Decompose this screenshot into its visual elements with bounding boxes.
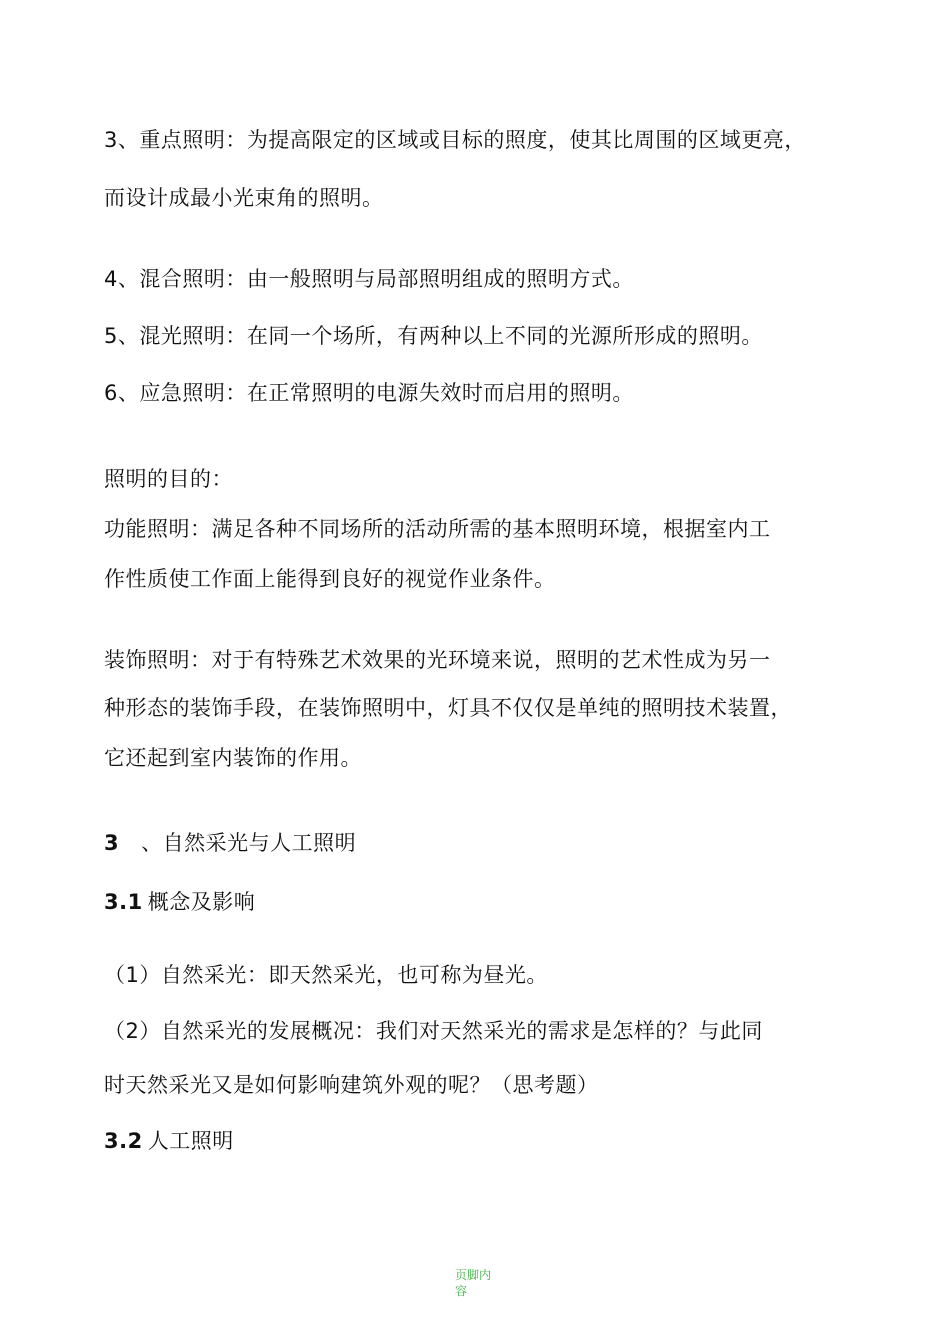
para-functional-lighting-line1: 功能照明：满足各种不同场所的活动所需的基本照明环境，根据室内工 (104, 517, 771, 541)
para-natural-lighting-development-line1: （2）自然采光的发展概况：我们对天然采光的需求是怎样的？与此同 (104, 1019, 763, 1043)
section-title: 、自然采光与人工照明 (141, 831, 357, 855)
para-natural-lighting-definition: （1）自然采光：即天然采光，也可称为昼光。 (104, 963, 548, 987)
section-title: 概念及影响 (147, 890, 256, 914)
section-heading-3-2 (104, 1126, 234, 1156)
section-number: 3 (104, 831, 120, 855)
para-decorative-lighting-line3: 它还起到室内装饰的作用。 (104, 746, 362, 770)
para-functional-lighting-line2: 作性质使工作面上能得到良好的视觉作业条件。 (104, 567, 556, 591)
section-number: 3.2 (104, 1129, 143, 1153)
para-natural-lighting-development-line2: 时天然采光又是如何影响建筑外观的呢？（思考题） (104, 1073, 599, 1097)
section-number: 3.1 (104, 890, 143, 914)
para-emergency-lighting: 6、应急照明：在正常照明的电源失效时而启用的照明。 (104, 381, 634, 405)
para-accent-lighting-line2: 而设计成最小光束角的照明。 (104, 186, 384, 210)
para-mixed-lighting: 4、混合照明：由一般照明与局部照明组成的照明方式。 (104, 267, 634, 291)
page-footer: 页脚内容 (455, 1268, 492, 1298)
para-accent-lighting-line1: 3、重点照明：为提高限定的区域或目标的照度，使其比周围的区域更亮， (104, 128, 806, 152)
section-title: 人工照明 (147, 1129, 234, 1153)
para-decorative-lighting-line1: 装饰照明：对于有特殊艺术效果的光环境来说，照明的艺术性成为另一 (104, 648, 771, 672)
section-heading-3-1 (104, 887, 255, 917)
para-blended-light: 5、混光照明：在同一个场所，有两种以上不同的光源所形成的照明。 (104, 324, 763, 348)
heading-lighting-purpose: 照明的目的： (104, 467, 233, 491)
para-decorative-lighting-line2: 种形态的装饰手段，在装饰照明中，灯具不仅仅是单纯的照明技术装置， (104, 696, 792, 720)
section-heading-3 (104, 828, 356, 858)
